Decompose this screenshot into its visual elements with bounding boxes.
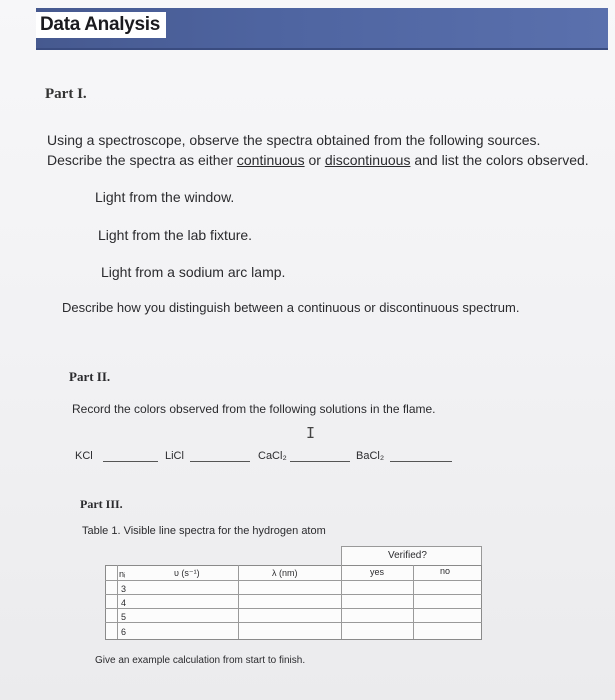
part-3-heading: Part III. — [80, 497, 123, 511]
part-2-heading: Part II. — [69, 369, 111, 384]
salt-label-cacl2: CaCl₂ — [258, 450, 287, 462]
answer-blank-kcl[interactable] — [103, 461, 158, 462]
part-1-heading: Part I. — [45, 86, 87, 102]
verified-header-label: Verified? — [388, 550, 427, 561]
column-header-frequency: υ (s⁻¹) — [174, 568, 200, 578]
source-sodium-lamp: Light from a sodium arc lamp. — [101, 264, 286, 280]
table-row-divider — [105, 608, 482, 609]
column-header-wavelength: λ (nm) — [272, 568, 298, 578]
table-col-divider — [238, 565, 239, 639]
term-continuous: continuous — [236, 152, 305, 168]
part-1-instruction-line-2 — [47, 152, 589, 168]
page-title: Data Analysis — [36, 12, 166, 38]
part-3-instruction: Give an example calculation from start to finish. — [95, 655, 306, 666]
part-1-instruction-line-1: Using a spectroscope, observe the spectra obtained from the following sources. — [47, 132, 541, 148]
source-window: Light from the window. — [95, 189, 235, 205]
part-1-question: Describe how you distinguish between a continuous or discontinuous spectrum. — [62, 300, 520, 315]
answer-blank-cacl2[interactable] — [290, 461, 350, 462]
table-row-label: 3 — [121, 584, 127, 594]
table-row-divider — [105, 594, 482, 595]
answer-blank-bacl2[interactable] — [390, 461, 452, 462]
salt-label-bacl2: BaCl₂ — [356, 450, 385, 462]
answer-blank-licl[interactable] — [190, 461, 250, 462]
column-header-no: no — [440, 566, 451, 576]
salt-label-kcl: KCl — [75, 450, 93, 462]
table-col-divider — [117, 565, 118, 639]
table-row-divider — [105, 580, 482, 581]
instruction-prefix: Describe the spectra as either — [47, 152, 237, 168]
instruction-suffix: and list the colors observed. — [410, 152, 589, 168]
text-cursor-icon: I — [306, 424, 316, 442]
source-lab-fixture: Light from the lab fixture. — [98, 227, 253, 243]
table-col-divider — [341, 565, 342, 639]
table-row-label: 5 — [121, 612, 127, 622]
column-header-n: nᵢ — [119, 569, 126, 579]
part-2-instruction: Record the colors observed from the following solutions in the flame. — [72, 402, 436, 416]
column-header-yes: yes — [370, 567, 385, 577]
table-caption: Table 1. Visible line spectra for the hydrogen atom — [82, 525, 326, 537]
term-discontinuous: discontinuous — [324, 152, 411, 168]
salt-label-licl: LiCl — [165, 450, 184, 462]
table-col-divider — [413, 565, 414, 639]
table-row-label: 4 — [121, 598, 127, 608]
table-row-label: 6 — [121, 627, 127, 637]
instruction-mid: or — [304, 152, 325, 168]
table-row-divider — [105, 622, 482, 623]
